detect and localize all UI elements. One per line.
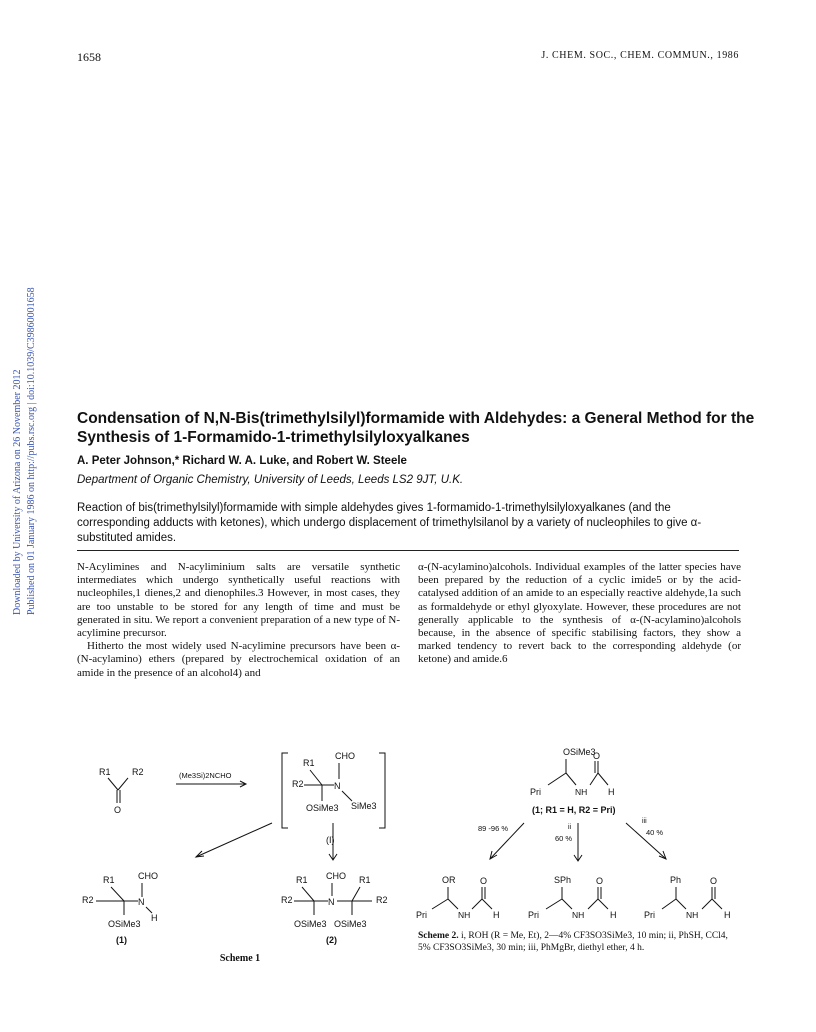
- label-r2: R2: [292, 779, 304, 789]
- product-ii-group: SPh: [554, 875, 572, 885]
- label-hydrogen: H: [610, 910, 617, 920]
- page-number: 1658: [77, 50, 101, 64]
- label-hydrogen: H: [724, 910, 731, 920]
- label-isopropyl: Pri: [530, 787, 541, 797]
- label-hydrogen: H: [608, 787, 615, 797]
- label-cho: CHO: [326, 871, 346, 881]
- article-affiliation: Department of Organic Chemistry, University of Leeds, Leeds LS2 9JT, U.K.: [77, 474, 464, 486]
- label-nitrogen: N: [328, 897, 335, 907]
- label-nh: NH: [458, 910, 471, 920]
- body-column-right: [418, 561, 741, 667]
- label-oxygen: O: [596, 876, 604, 886]
- reagent-label: (Me3Si)2NCHO: [179, 771, 232, 780]
- label-nitrogen: N: [334, 781, 341, 791]
- label-isopropyl: Pri: [528, 910, 539, 920]
- label-r1: R1: [303, 758, 315, 768]
- label-oxygen: O: [593, 751, 601, 761]
- label-r2: R2: [82, 895, 94, 905]
- label-r2: R2: [281, 895, 293, 905]
- label-r1: R1: [296, 875, 308, 885]
- abstract-divider: [77, 550, 739, 551]
- label-isopropyl: Pri: [644, 910, 655, 920]
- scheme-2-caption-label: Scheme 2.: [418, 931, 459, 941]
- article-authors: A. Peter Johnson,* Richard W. A. Luke, and Robert W. Steele: [77, 455, 407, 467]
- label-osime3: OSiMe3: [563, 747, 596, 757]
- body-column-left: [77, 561, 400, 680]
- label-simE3: SiMe3: [351, 801, 377, 811]
- label-hydrogen: H: [493, 910, 500, 920]
- article-abstract: Reaction of bis(trimethylsilyl)formamide with simple aldehydes gives 1-formamido-1-trimethylsilyloxyalkanes (and the corresponding adducts with ketones), which undergo displacement of trimethylsilanol by a variety of nucleophiles to give α-substituted amides.: [77, 502, 702, 544]
- reaction-iii-yield: 40 %: [646, 828, 664, 837]
- reaction-i-yield: 89 -96 %: [478, 824, 509, 833]
- label-r2: R2: [132, 767, 144, 777]
- label-nh: NH: [575, 787, 588, 797]
- scheme-1-label: Scheme 1: [219, 953, 261, 964]
- label-osime3: OSiMe3: [334, 919, 367, 929]
- label-intermediate: (I): [326, 835, 335, 845]
- body-paragraph: N-Acylimines and N-acyliminium salts are versatile synthetic intermediates which undergo synthetically useful reactions with nucleophiles,1 dienes,2 and dienophiles.3 However, in most cases, they are too unstable to be stored for any length of time and must be generated in situ. We report a convenient preparation of a new type of N-acylimine precursor.: [77, 561, 400, 640]
- scheme-2-caption-text: i, ROH (R = Me, Et), 2—4% CF3SO3SiMe3, 10 min; ii, PhSH, CCl4, 5% CF3SO3SiMe3, 30 min; iii, PhMgBr, diethyl ether, 4 h.: [418, 931, 728, 953]
- side-note-line-1[interactable]: Downloaded by University of Arizona on 26 November 2012: [12, 369, 23, 615]
- label-product-1: (1): [116, 935, 127, 945]
- label-hydrogen: H: [151, 913, 158, 923]
- scheme-1-diagram: [76, 743, 406, 968]
- scheme-2-caption: [418, 931, 740, 954]
- label-nitrogen: N: [138, 897, 145, 907]
- label-oxygen: O: [114, 805, 122, 815]
- product-i-group: OR: [442, 875, 456, 885]
- reaction-ii-yield: 60 %: [555, 834, 573, 843]
- article-title: Condensation of N,N-Bis(trimethylsilyl)formamide with Aldehydes: a General Method for the Synthesis of 1-Formamido-1-trimethylsilyloxyalkanes: [77, 410, 755, 446]
- scheme-2-diagram: [416, 743, 746, 933]
- label-product-2: (2): [326, 935, 337, 945]
- body-paragraph: α-(N-acylamino)alcohols. Individual examples of the latter species have been prepared by the reduction of a cyclic imide5 or by the acid-catalysed addition of an amide to an especially reactive aldehyde,1a such as formaldehyde or ethyl glyoxylate. However, these procedures are not generally applicable to the synthesis of α-(N-acylamino)alcohols because, in the absence of specific stabilising factors, they show a marked tendency to revert back to the corresponding aldehyde (or ketone) and amide.6: [418, 561, 741, 666]
- label-osime3: OSiMe3: [294, 919, 327, 929]
- label-nh: NH: [572, 910, 585, 920]
- label-cho: CHO: [138, 871, 158, 881]
- reaction-iii-label: iii: [642, 818, 647, 825]
- label-osime3: OSiMe3: [306, 803, 339, 813]
- label-r1: R1: [103, 875, 115, 885]
- label-r2: R2: [376, 895, 388, 905]
- side-note-line-2[interactable]: Published on 01 January 1986 on http://pubs.rsc.org | doi:10.1039/C39860001658: [26, 287, 37, 615]
- product-iii-group: Ph: [670, 875, 682, 885]
- label-oxygen: O: [710, 876, 718, 886]
- substrate-label: (1; R1 = H, R2 = Pri): [532, 805, 616, 815]
- label-cho: CHO: [335, 751, 355, 761]
- journal-header: J. CHEM. SOC., CHEM. COMMUN., 1986: [541, 50, 739, 61]
- label-oxygen: O: [480, 876, 488, 886]
- label-isopropyl: Pri: [416, 910, 427, 920]
- reaction-ii-label: ii: [568, 824, 572, 831]
- download-side-note: [10, 260, 40, 620]
- label-osime3: OSiMe3: [108, 919, 141, 929]
- label-nh: NH: [686, 910, 699, 920]
- label-r1: R1: [359, 875, 371, 885]
- body-paragraph: Hitherto the most widely used N-acylimine precursors have been α-(N-acylamino) ethers (prepared by electrochemical oxidation of an amide in the presence of an alcohol4) and: [77, 640, 400, 679]
- label-r1: R1: [99, 767, 111, 777]
